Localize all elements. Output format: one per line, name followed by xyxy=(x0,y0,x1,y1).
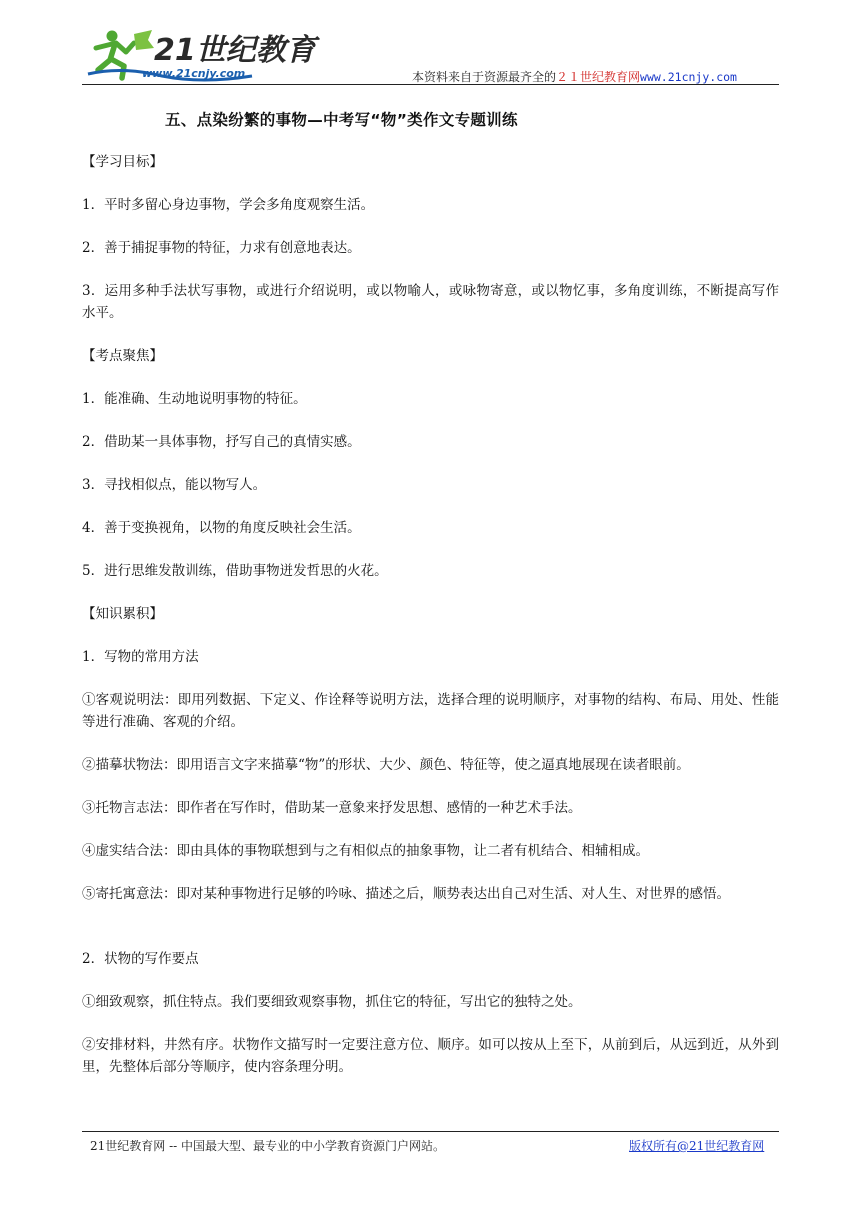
list-item: 1．写物的常用方法 xyxy=(82,649,199,665)
tagline-prefix: 本资料来自于资源最齐全的 xyxy=(412,70,557,84)
section-heading-goals: 【学习目标】 xyxy=(82,154,163,170)
list-item: 4．善于变换视角，以物的角度反映社会生活。 xyxy=(82,520,361,536)
logo-url: www.21cnjy.com xyxy=(142,67,246,80)
list-item: ②描摹状物法：即用语言文字来描摹“物”的形状、大少、颜色、特征等，使之逼真地展现在读者眼前。 xyxy=(82,757,690,773)
list-item: 1．平时多留心身边事物，学会多角度观察生活。 xyxy=(82,197,375,213)
list-item: ①客观说明法：即用列数据、下定义、作诠释等说明方法，选择合理的说明顺序，对事物的结构、布局、用处、性能等进行准确、客观的介绍。 xyxy=(82,692,779,730)
document-title: 五、点染纷繁的事物—中考写“物”类作文专题训练 xyxy=(165,111,518,129)
list-item: ③托物言志法：即作者在写作时，借助某一意象来抒发思想、感情的一种艺术手法。 xyxy=(82,800,582,816)
section-heading-knowledge: 【知识累积】 xyxy=(82,606,163,622)
footer-copyright-link[interactable]: 版权所有@21世纪教育网 xyxy=(629,1139,765,1153)
list-item: ②安排材料，井然有序。状物作文描写时一定要注意方位、顺序。如可以按从上至下，从前到后，从远到近，从外到里，先整体后部分等顺序，使内容条理分明。 xyxy=(82,1037,779,1075)
header-tagline xyxy=(412,68,737,85)
section-heading-focus: 【考点聚焦】 xyxy=(82,348,163,364)
list-item: 2．状物的写作要点 xyxy=(82,951,199,967)
header-divider xyxy=(82,84,779,85)
list-item: 3．寻找相似点，能以物写人。 xyxy=(82,477,267,493)
list-item: ⑤寄托寓意法：即对某种事物进行足够的吟咏、描述之后，顺势表达出自己对生活、对人生、对世界的感悟。 xyxy=(82,886,730,902)
list-item: ④虚实结合法：即由具体的事物联想到与之有相似点的抽象事物，让二者有机结合、相辅相成。 xyxy=(82,843,649,859)
page-header xyxy=(0,0,860,90)
list-item: 3．运用多种手法状写事物，或进行介绍说明，或以物喻人，或咏物寄意，或以物忆事，多角度训练，不断提高写作水平。 xyxy=(82,283,779,321)
list-item: 2．善于捕捉事物的特征，力求有创意地表达。 xyxy=(82,240,361,256)
tagline-url-link[interactable]: www.21cnjy.com xyxy=(640,70,737,84)
site-logo[interactable] xyxy=(82,26,316,86)
list-item: 2．借助某一具体事物，抒写自己的真情实感。 xyxy=(82,434,361,450)
list-item: 1．能准确、生动地说明事物的特征。 xyxy=(82,391,307,407)
logo-wordmark: 21世纪教育 xyxy=(154,33,316,68)
list-item: 5．进行思维发散训练，借助事物迸发哲思的火花。 xyxy=(82,563,388,579)
footer-site-description: 21世纪教育网 -- 中国最大型、最专业的中小学教育资源门户网站。 xyxy=(90,1139,446,1153)
footer-divider xyxy=(82,1131,779,1132)
tagline-site-link[interactable]: ２１世纪教育网 xyxy=(556,70,641,84)
list-item: ①细致观察，抓住特点。我们要细致观察事物，抓住它的特征，写出它的独特之处。 xyxy=(82,994,582,1010)
